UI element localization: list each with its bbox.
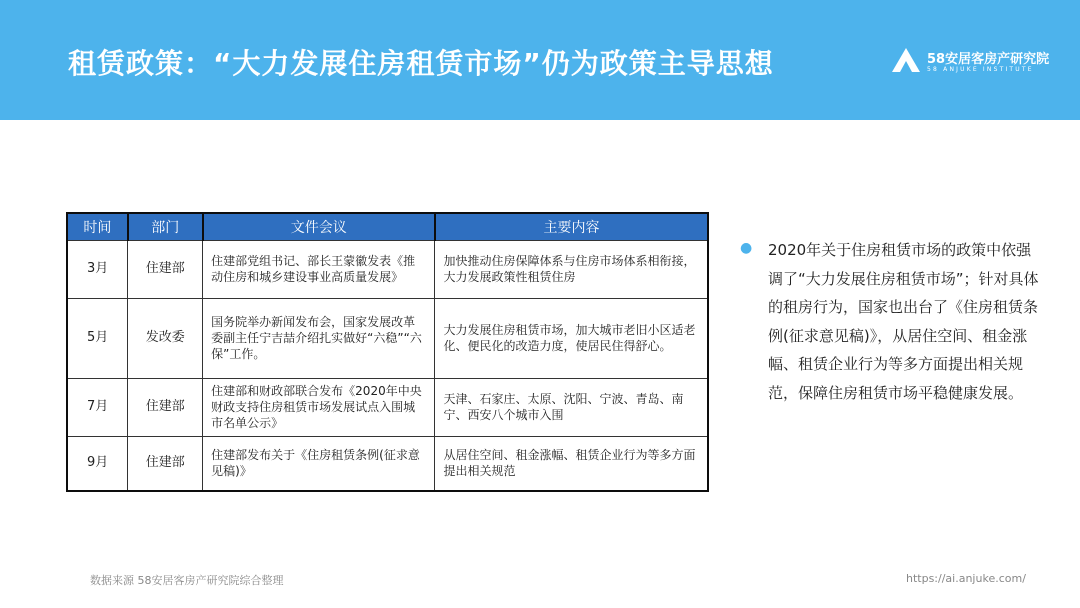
cell-doc: 住建部和财政部联合发布《2020年中央财政支持住房租赁市场发展试点入围城市名单公示》 bbox=[203, 378, 435, 436]
cell-doc: 住建部发布关于《住房租赁条例(征求意见稿)》 bbox=[203, 436, 435, 491]
cell-dept: 住建部 bbox=[128, 240, 203, 298]
cell-content: 加快推动住房保障体系与住房市场体系相衔接，大力发展政策性租赁住房 bbox=[435, 240, 708, 298]
table-row bbox=[67, 378, 708, 436]
summary-text: 2020年关于住房租赁市场的政策中依强调了“大力发展住房租赁市场”；针对具体的租房行为，国家也出台了《住房租赁条例(征求意见稿)》，从居住空间、租金涨幅、租赁企业行为等多方面提出相关规范，保障住房租赁市场平稳健康发展。 bbox=[768, 241, 1039, 402]
footer-url: https://ai.anjuke.com/ bbox=[906, 572, 1026, 585]
logo-text: 58安居客房产研究院 bbox=[927, 52, 1050, 67]
data-source-note: 数据来源 58安居客房产研究院综合整理 bbox=[90, 574, 284, 587]
header-content: 主要内容 bbox=[435, 213, 708, 240]
table-row bbox=[67, 436, 708, 491]
cell-time: 5月 bbox=[67, 298, 128, 378]
header-doc: 文件会议 bbox=[203, 213, 435, 240]
cell-doc: 国务院举办新闻发布会，国家发展改革委副主任宁吉喆介绍扎实做好“六稳”“六保”工作。 bbox=[203, 298, 435, 378]
table-header-row bbox=[67, 213, 708, 240]
header-time: 时间 bbox=[67, 213, 128, 240]
bullet-dot-icon: ● bbox=[740, 240, 753, 256]
cell-dept: 发改委 bbox=[128, 298, 203, 378]
cell-content: 大力发展住房租赁市场，加大城市老旧小区适老化、便民化的改造力度，使居民住得舒心。 bbox=[435, 298, 708, 378]
table-row bbox=[67, 298, 708, 378]
page-title: 租赁政策：“大力发展住房租赁市场”仍为政策主导思想 bbox=[68, 47, 774, 80]
cell-time: 3月 bbox=[67, 240, 128, 298]
policy-table bbox=[66, 212, 709, 492]
cell-content: 天津、石家庄、太原、沈阳、宁波、青岛、南宁、西安八个城市入围 bbox=[435, 378, 708, 436]
cell-doc: 住建部党组书记、部长王蒙徽发表《推动住房和城乡建设事业高质量发展》 bbox=[203, 240, 435, 298]
logo-mark-icon bbox=[890, 46, 922, 74]
cell-time: 7月 bbox=[67, 378, 128, 436]
header-dept: 部门 bbox=[128, 213, 203, 240]
cell-dept: 住建部 bbox=[128, 436, 203, 491]
cell-dept: 住建部 bbox=[128, 378, 203, 436]
header-banner bbox=[0, 0, 1080, 120]
logo bbox=[890, 46, 1065, 80]
cell-content: 从居住空间、租金涨幅、租赁企业行为等多方面提出相关规范 bbox=[435, 436, 708, 491]
cell-time: 9月 bbox=[67, 436, 128, 491]
logo-subtext: 58 ANJUKE INSTITUTE bbox=[927, 66, 1034, 73]
table-row bbox=[67, 240, 708, 298]
